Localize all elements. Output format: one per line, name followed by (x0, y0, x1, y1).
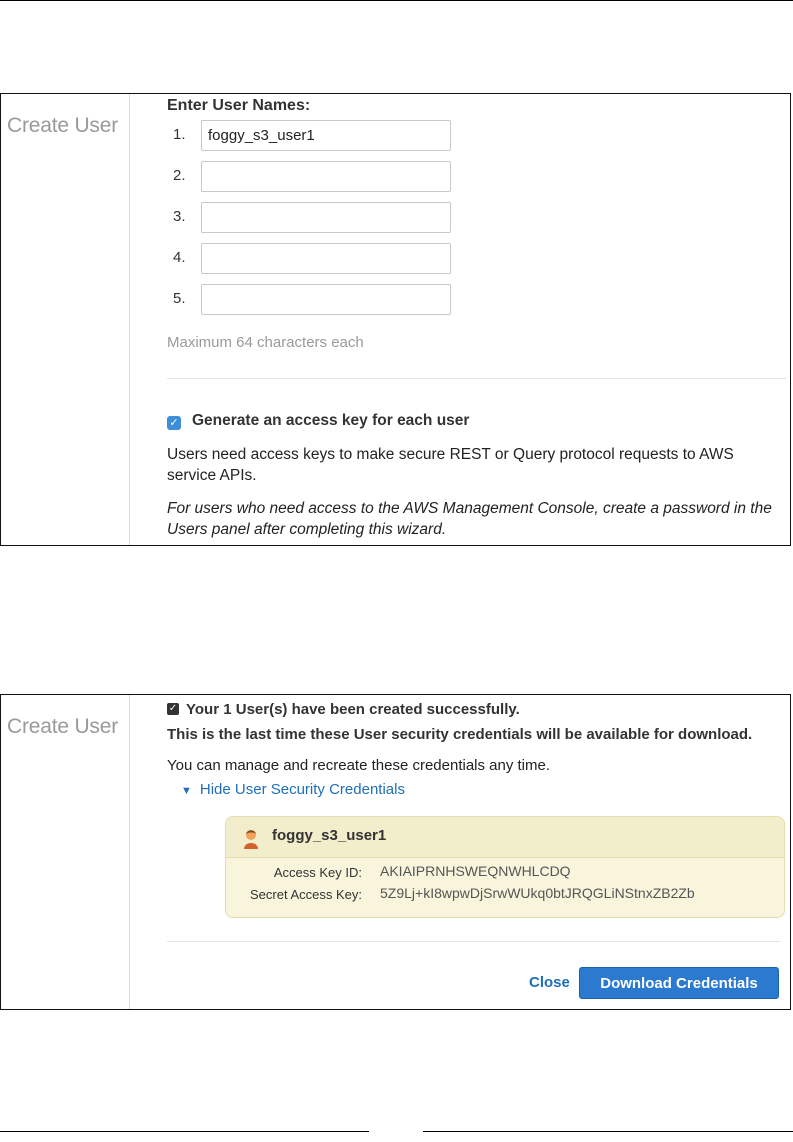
row-number: 2. (173, 167, 186, 184)
side-title: Create User (7, 114, 119, 137)
hide-credentials-toggle[interactable] (181, 781, 405, 798)
access-key-description: Users need access keys to make secure REST or Query protocol requests to AWS service APIs. (167, 446, 734, 484)
row-number: 3. (173, 208, 186, 225)
user-name-input-4[interactable] (201, 243, 451, 274)
user-name-input-3[interactable] (201, 202, 451, 233)
user-name-input-1[interactable] (201, 120, 451, 151)
check-square-icon: ✓ (168, 703, 178, 714)
side-divider (129, 695, 130, 1009)
checkbox-icon: ✓ (169, 417, 179, 429)
credentials-box (225, 816, 785, 918)
generate-key-checkbox[interactable] (167, 416, 181, 430)
manage-note: You can manage and recreate these credentials any time. (167, 757, 551, 774)
row-number: 1. (173, 126, 186, 143)
download-credentials-button[interactable]: Download Credentials (579, 967, 779, 999)
credentials-user-name: foggy_s3_user1 (272, 827, 387, 844)
create-user-form-panel (0, 93, 791, 546)
secret-key-label: Secret Access Key: (250, 887, 362, 902)
success-message: Your 1 User(s) have been created successfully. (186, 701, 520, 718)
user-created-panel (0, 694, 791, 1010)
user-names-heading: Enter User Names: (167, 97, 311, 114)
divider (167, 941, 780, 942)
last-time-warning: This is the last time these User security credentials will be available for download. (167, 726, 753, 743)
row-number: 5. (173, 290, 186, 307)
row-number: 4. (173, 249, 186, 266)
generate-key-label[interactable]: Generate an access key for each user (192, 412, 470, 429)
footer-rule-left (0, 1131, 369, 1132)
triangle-down-icon: ▼ (181, 785, 192, 797)
user-icon (243, 829, 259, 849)
side-divider (129, 94, 130, 545)
divider (167, 378, 786, 379)
console-password-note: For users who need access to the AWS Management Console, create a password in the Users panel after completing this wizard. (167, 500, 772, 538)
user-name-input-5[interactable] (201, 284, 451, 315)
secret-key-value: 5Z9Lj+kI8wpwDjSrwWUkq0btJRQGLiNStnxZB2Zb (380, 885, 695, 901)
access-key-value: AKIAIPRNHSWEQNWHLCDQ (380, 863, 571, 879)
top-rule (0, 0, 793, 1)
toggle-label: Hide User Security Credentials (199, 781, 405, 798)
max-chars-hint: Maximum 64 characters each (167, 334, 364, 351)
user-name-input-2[interactable] (201, 161, 451, 192)
access-key-label: Access Key ID: (273, 865, 362, 880)
close-button[interactable]: Close (529, 974, 570, 991)
credentials-header (226, 817, 784, 858)
footer-rule-right (423, 1131, 793, 1132)
side-title: Create User (7, 715, 119, 738)
